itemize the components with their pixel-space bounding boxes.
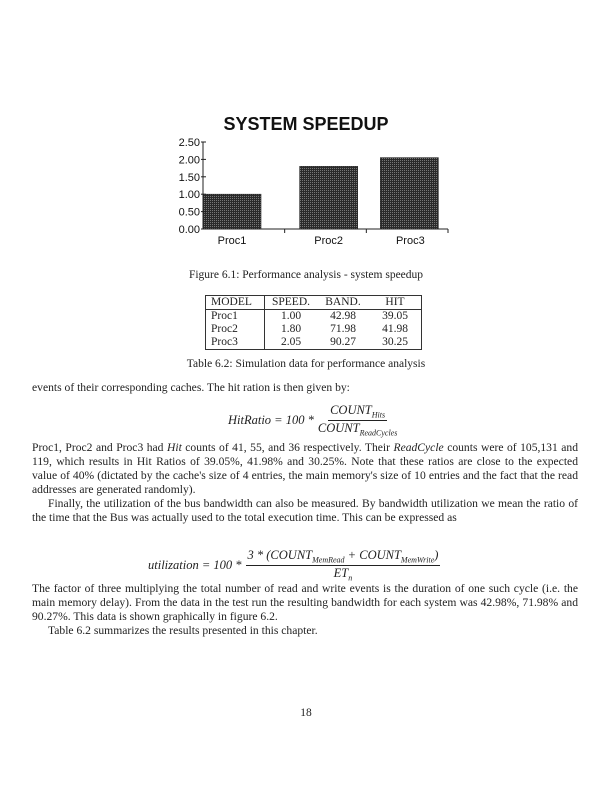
cell: 1.00 — [280, 310, 302, 322]
header-band: BAND. — [317, 296, 369, 310]
table-row — [206, 336, 422, 350]
cell: 41.98 — [382, 323, 408, 335]
cell: 90.27 — [330, 336, 356, 348]
bar-proc1 — [203, 194, 261, 229]
paragraph: The factor of three multiplying the total number of read and write events is the duration of one such cycle (i.e. the main memory delay). From the data in the test run the resulting bandwidth for each system was 42.98%, 71.98% and 90.27%. This data is shown graphically in figure 6.2. — [32, 582, 578, 623]
cell: 1.80 — [280, 323, 302, 335]
table-header-row — [206, 296, 422, 310]
figure-caption: Figure 6.1: Performance analysis - system speedup — [188, 269, 424, 281]
y-tick-label: 0.00 — [178, 224, 200, 236]
speedup-bar-chart — [0, 0, 612, 260]
eq-sub: ReadCycles — [359, 428, 398, 437]
table-caption: Table 6.2: Simulation data for performance analysis — [186, 358, 426, 370]
cell: 71.98 — [330, 323, 356, 335]
cell: Proc3 — [206, 336, 265, 350]
bar-proc2 — [300, 166, 358, 229]
paragraph — [32, 441, 578, 497]
x-tick-label: Proc2 — [314, 235, 344, 247]
eq-part: ) — [434, 548, 439, 562]
chart-title: SYSTEM SPEEDUP — [223, 114, 389, 134]
text-run: counts were of 105,131 and 119, which results in Hit Ratios of 39.05%, 41.98% and 30.25%. Note that these ratios are close to the expected value of 40% (dictated by the cache's size of 4 entries, the main memory's size of 10 entries and the fact that the read addresses are generated randomly). — [32, 441, 579, 496]
equation-lhs: HitRatio = 100 * — [228, 412, 314, 427]
y-tick-label: 1.00 — [178, 189, 200, 202]
text-run: Hit — [166, 441, 182, 454]
header-model: MODEL — [206, 296, 265, 310]
eq-part: + COUNT — [344, 548, 401, 562]
paragraph: Table 6.2 summarizes the results presented in this chapter. — [48, 624, 318, 637]
paragraph: events of their corresponding caches. The hit ration is then given by: — [32, 381, 350, 394]
paragraph: Finally, the utilization of the bus bandwidth can also be measured. By bandwidth utilization we mean the ratio of the time that the Bus was actually used to the total execution time. This can be expressed as — [32, 497, 578, 524]
cell: Proc1 — [206, 310, 265, 324]
text-run: ReadCycle — [393, 441, 444, 454]
y-tick-label: 2.00 — [178, 154, 200, 167]
cell: 42.98 — [330, 310, 356, 322]
cell: 2.05 — [280, 336, 302, 348]
eq-sub: n — [348, 573, 353, 582]
table-row — [206, 310, 422, 324]
eq-sub: MemRead — [312, 555, 345, 565]
y-tick-label: 1.50 — [178, 171, 200, 184]
hit-ratio-equation — [228, 403, 397, 437]
table-row — [206, 323, 422, 336]
header-speed: SPEED. — [265, 296, 318, 310]
cell: 30.25 — [382, 336, 408, 348]
x-tick-label: Proc1 — [217, 235, 247, 247]
eq-denominator: ET — [333, 565, 349, 580]
eq-sub: Hits — [371, 410, 386, 420]
eq-sub: MemWrite — [400, 555, 435, 565]
bar-proc3 — [380, 158, 438, 229]
eq-part: 3 * (COUNT — [247, 548, 313, 562]
text-run: Proc1, Proc2 and Proc3 had — [32, 441, 167, 454]
cell: Proc2 — [206, 323, 265, 336]
eq-numerator: COUNT — [330, 403, 372, 417]
y-tick-label: 0.50 — [178, 206, 200, 219]
y-tick-label: 2.50 — [178, 137, 200, 149]
text-run: counts of 41, 55, and 36 respectively. Their — [181, 441, 394, 454]
eq-denominator: COUNT — [317, 420, 360, 435]
simulation-data-table — [205, 295, 422, 350]
header-hit: HIT — [369, 296, 422, 310]
equation-lhs: utilization = 100 * — [148, 557, 242, 572]
utilization-equation — [148, 548, 440, 582]
cell: 39.05 — [382, 310, 408, 322]
page-number: 18 — [300, 707, 312, 719]
x-tick-label: Proc3 — [395, 235, 425, 247]
